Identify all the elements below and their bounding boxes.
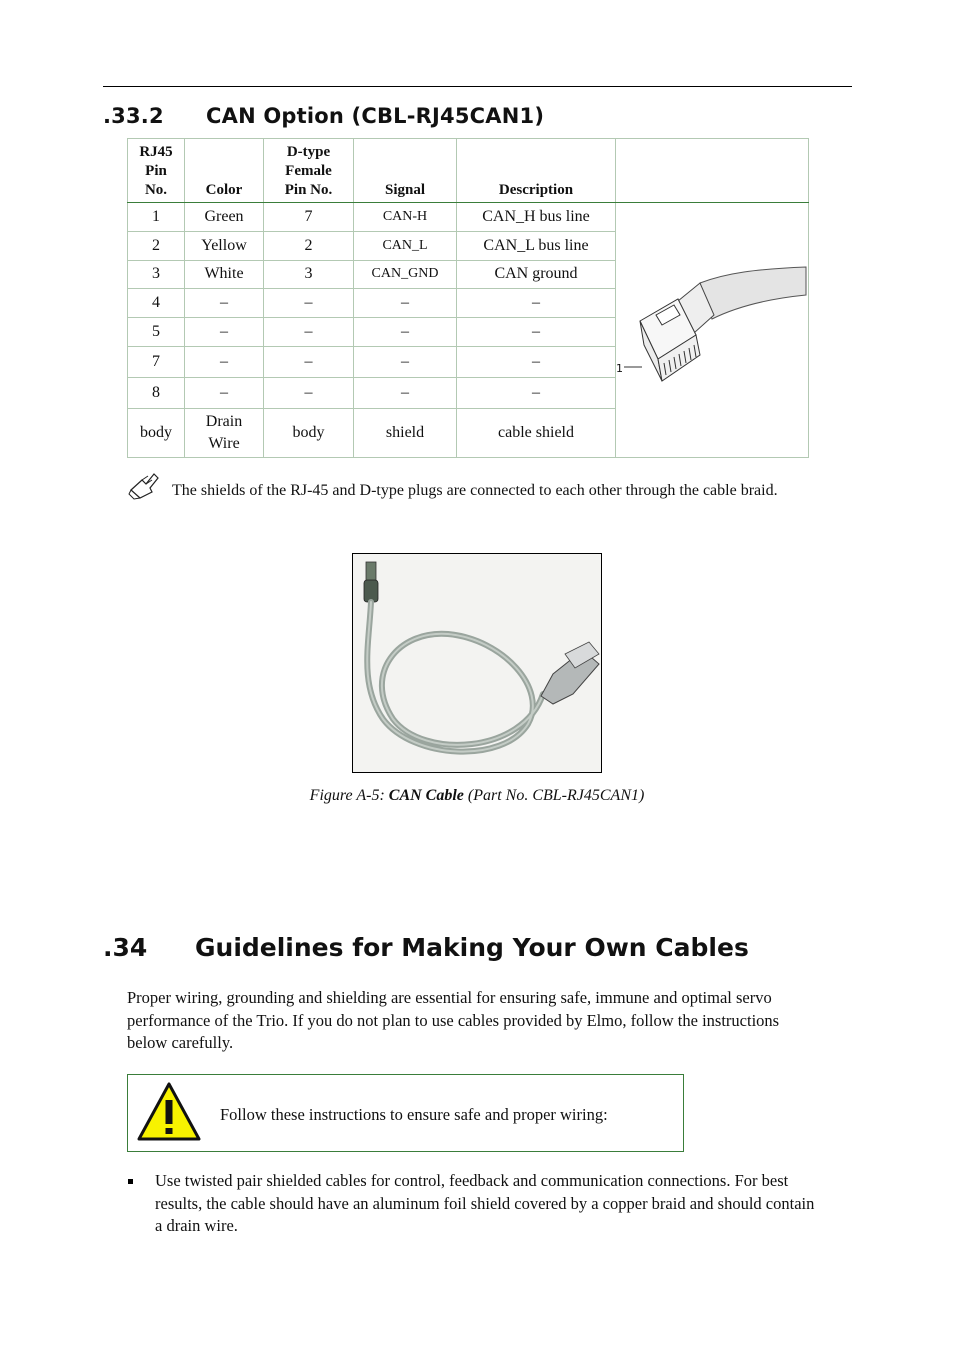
warning-text: Follow these instructions to ensure safe and proper wiring: <box>220 1105 608 1124</box>
header-rj45-pin: RJ45 Pin No. <box>128 139 185 203</box>
note-text: The shields of the RJ-45 and D-type plugs are connected to each other through the cable braid. <box>172 482 778 499</box>
guidelines-list <box>127 1170 817 1238</box>
table-row: 8 – – – – <box>128 377 809 408</box>
rj45-connector-illustration <box>616 203 809 458</box>
warning-box <box>127 1074 684 1152</box>
can-cable-image <box>353 554 601 772</box>
header-signal: Signal <box>354 139 457 203</box>
header-rule <box>103 86 852 87</box>
rj45-plug-icon <box>616 203 808 451</box>
section-number: .34 <box>103 933 148 962</box>
table-row: 2 Yellow 2 CAN_L CAN_L bus line <box>128 231 809 260</box>
table-row: 5 – – – – <box>128 318 809 347</box>
section-title: Guidelines for Making Your Own Cables <box>195 933 749 962</box>
note-hand-icon <box>128 468 162 502</box>
header-color: Color <box>185 139 264 203</box>
table-row: 3 White 3 CAN_GND CAN ground <box>128 260 809 289</box>
table-row: 4 – – – – <box>128 289 809 318</box>
table-row: 7 – – – – <box>128 346 809 377</box>
intro-paragraph: Proper wiring, grounding and shielding are essential for ensuring safe, immune and optimal servo performance of the Trio. If you do not plan to use cables provided by Elmo, follow the instructions below carefully. <box>127 988 780 1052</box>
pin-1-label: 1 <box>616 362 623 375</box>
table-row: body Drain Wire body shield cable shield <box>128 408 809 457</box>
list-item: Use twisted pair shielded cables for control, feedback and communication connections. For best results, the cable should have an aluminum foil shield covered by a copper braid and should contain a drain wire. <box>127 1170 817 1238</box>
header-description: Description <box>457 139 616 203</box>
bullet-square-icon <box>128 1179 133 1184</box>
section-number: .33.2 <box>103 104 164 128</box>
figure-caption: Figure A-5: CAN Cable (Part No. CBL-RJ45CAN1) <box>309 787 645 804</box>
table-row: 1 Green 7 CAN-H CAN_H bus line 1 <box>128 203 809 232</box>
section-heading-33-2 <box>103 104 544 128</box>
pinout-table <box>127 138 809 458</box>
header-image <box>616 139 809 203</box>
can-cable-photo <box>352 553 602 773</box>
section-heading-34 <box>103 933 749 962</box>
section-title: CAN Option (CBL-RJ45CAN1) <box>206 104 545 128</box>
warning-triangle-icon <box>136 1081 202 1143</box>
header-dtype-pin: D-type Female Pin No. <box>264 139 354 203</box>
table-header-row <box>128 139 809 203</box>
